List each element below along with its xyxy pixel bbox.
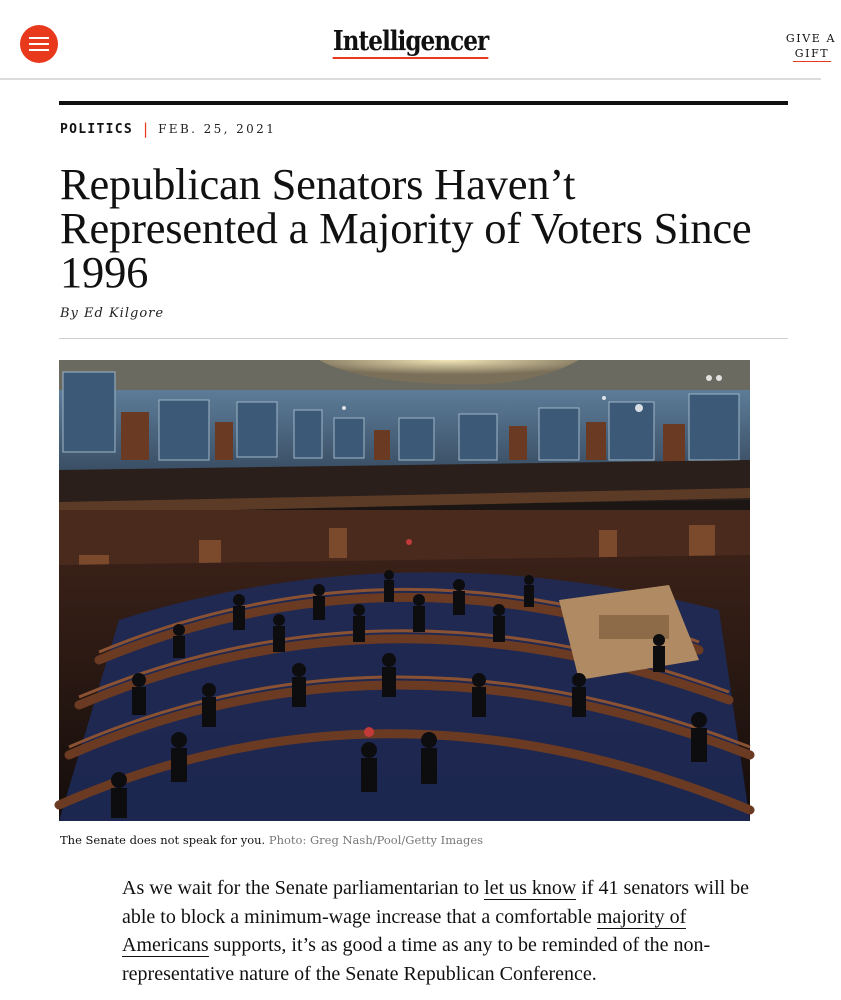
article-paragraph (122, 874, 762, 988)
menu-button[interactable] (20, 25, 58, 63)
logo-text: Intelligencer (332, 26, 489, 57)
photo-credit: Photo: Greg Nash/Pool/Getty Images (268, 833, 484, 847)
photo-caption (60, 833, 483, 847)
lead-photo (59, 360, 750, 821)
kicker-separator: | (143, 120, 149, 138)
publish-date: FEB. 25, 2021 (158, 122, 277, 136)
site-header (0, 0, 837, 80)
paragraph-text-1: As we wait for the Senate parliamentarian to (122, 877, 485, 899)
paragraph-text-2: if 41 senators will be able to block a minimum-wage increase that a comfortable (122, 877, 750, 928)
caption-text: The Senate does not speak for you. (60, 833, 266, 847)
divider (59, 338, 788, 339)
hamburger-menu-icon (29, 37, 49, 51)
rubric-link[interactable]: POLITICS (60, 121, 134, 137)
article-byline[interactable]: By Ed Kilgore (60, 306, 165, 321)
article-headline: Republican Senators Haven’t Represented a Majority of Voters Since 1996 (60, 159, 752, 297)
give-a-gift-line1: GIVE A (785, 32, 837, 45)
senate-chamber-illustration (59, 360, 750, 821)
article-kicker (60, 120, 276, 138)
paragraph-text-3: supports, it’s as good a time as any to be reminded of the non-representative nature of the Senate Republican Conference. (122, 934, 711, 985)
give-a-gift-line2: GIFT (794, 47, 830, 60)
give-a-gift-link[interactable] (781, 31, 841, 62)
majority-of-americans-link[interactable]: majority of Americans (122, 905, 687, 956)
let-us-know-link[interactable]: let us know (484, 877, 577, 899)
site-logo[interactable] (57, 26, 763, 57)
top-rule (59, 101, 788, 105)
